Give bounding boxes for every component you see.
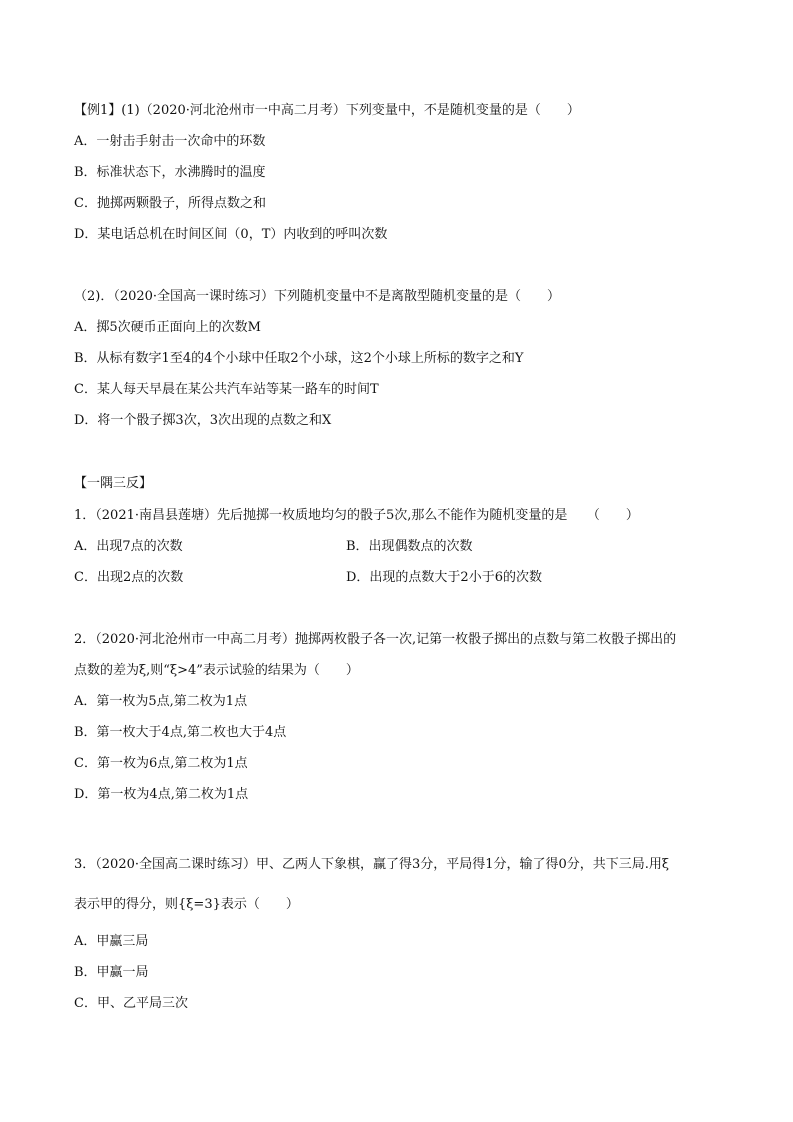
example1-q2-option-b: B．从标有数字1至4的4个小球中任取2个小球，这2个小球上所标的数字之和Y — [74, 351, 524, 366]
practice-question1-stem: 1．（2021·南昌县莲塘）先后抛掷一枚质地均匀的骰子5次,那么不能作为随机变量的是 （ ） — [74, 508, 639, 523]
practice-question2-stem-line1: 2．（2020·河北沧州市一中高二月考）抛掷两枚骰子各一次,记第一枚骰子掷出的点数与第二枚骰子掷出的 — [74, 632, 677, 647]
practice-q3-option-b: B．甲赢一局 — [74, 965, 149, 980]
practice-q3-option-a: A．甲赢三局 — [74, 934, 149, 949]
practice-q1-option-d: D．出现的点数大于2小于6的次数 — [346, 570, 542, 585]
example1-question1-stem: 【例1】(1)（2020·河北沧州市一中高二月考）下列变量中，不是随机变量的是（ ） — [74, 103, 580, 118]
practice-q2-option-a: A．第一枚为5点,第二枚为1点 — [74, 694, 248, 709]
practice-q1-option-a: A．出现7点的次数 — [74, 539, 183, 554]
practice-question2-stem-line2: 点数的差为ξ,则“ξ>4”表示试验的结果为（ ） — [74, 663, 359, 678]
example1-q1-option-a: A．一射击手射击一次命中的环数 — [74, 134, 266, 149]
example1-q1-option-d: D．某电话总机在时间区间（0，T）内收到的呼叫次数 — [74, 227, 388, 242]
practice-heading: 【一隅三反】 — [74, 476, 153, 491]
example1-q2-option-c: C．某人每天早晨在某公共汽车站等某一路车的时间T — [74, 382, 379, 397]
example1-q2-option-d: D．将一个骰子掷3次，3次出现的点数之和X — [74, 413, 332, 428]
practice-question3-stem-line2: 表示甲的得分，则{ξ=3}表示（ ） — [74, 897, 299, 912]
practice-q1-option-b: B．出现偶数点的次数 — [346, 539, 473, 554]
practice-q2-option-b: B．第一枚大于4点,第二枚也大于4点 — [74, 725, 287, 740]
practice-question3-stem-line1: 3．（2020·全国高二课时练习）甲、乙两人下象棋，赢了得3分，平局得1分，输了得0分，共下三局.用ξ — [74, 857, 670, 872]
example1-q1-option-b: B．标准状态下，水沸腾时的温度 — [74, 165, 266, 180]
example1-q1-option-c: C．抛掷两颗骰子，所得点数之和 — [74, 196, 266, 211]
example1-question2-stem: （2)．（2020·全国高一课时练习）下列随机变量中不是离散型随机变量的是（ ） — [74, 289, 561, 304]
practice-q3-option-c: C．甲、乙平局三次 — [74, 996, 188, 1011]
practice-q1-option-c: C．出现2点的次数 — [74, 570, 184, 585]
practice-q2-option-c: C．第一枚为6点,第二枚为1点 — [74, 756, 248, 771]
practice-q2-option-d: D．第一枚为4点,第二枚为1点 — [74, 787, 249, 802]
example1-q2-option-a: A．掷5次硬币正面向上的次数M — [74, 320, 261, 335]
